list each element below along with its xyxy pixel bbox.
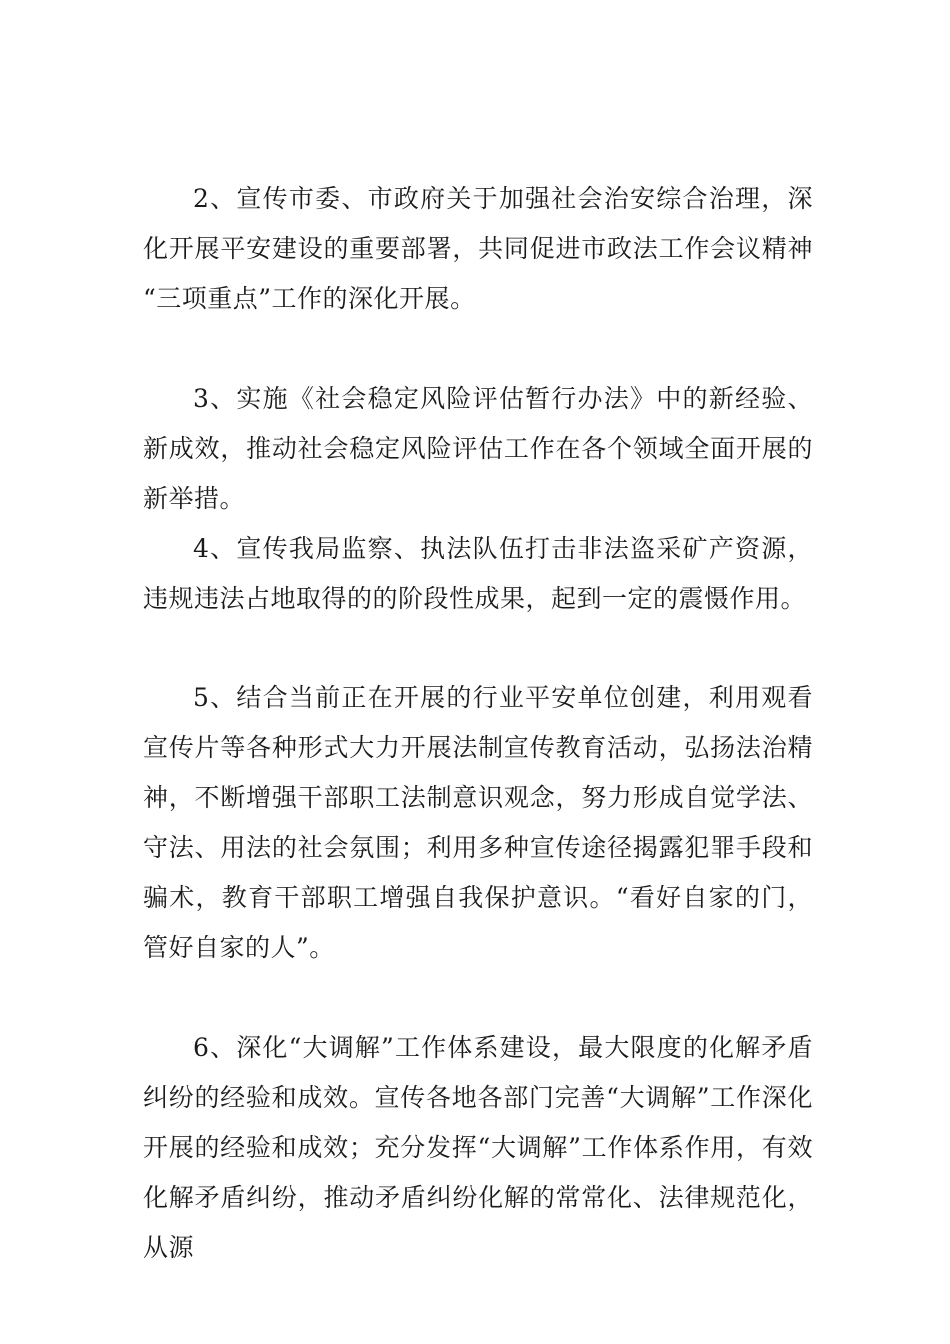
paragraph-item-4: 4、宣传我局监察、执法队伍打击非法盗采矿产资源，违规违法占地取得的的阶段性成果，起到一定的震慑作用。: [143, 534, 813, 613]
paragraph-item-5: 5、结合当前正在开展的行业平安单位创建，利用观看宣传片等各种形式大力开展法制宣传教育活动，弘扬法治精神，不断增强干部职工法制意识观念，努力形成自觉学法、守法、用法的社会氛围；利用多种宣传途径揭露犯罪手段和骗术，教育干部职工增强自我保护意识。“看好自家的门，管好自家的人”。: [143, 683, 813, 962]
paragraph-item-6: 6、深化“大调解”工作体系建设，最大限度的化解矛盾纠纷的经验和成效。宣传各地各部门完善“大调解”工作深化开展的经验和成效；充分发挥“大调解”工作体系作用，有效化解矛盾纠纷，推动矛盾纠纷化解的常常化、法律规范化，从源: [143, 1033, 813, 1262]
paragraph-item-2: 2、宣传市委、市政府关于加强社会治安综合治理，深化开展平安建设的重要部署，共同促进市政法工作会议精神 “三项重点”工作的深化开展。: [143, 184, 813, 313]
paragraph-item-3: 3、实施《社会稳定风险评估暂行办法》中的新经验、新成效，推动社会稳定风险评估工作在各个领域全面开展的新举措。: [143, 384, 813, 513]
